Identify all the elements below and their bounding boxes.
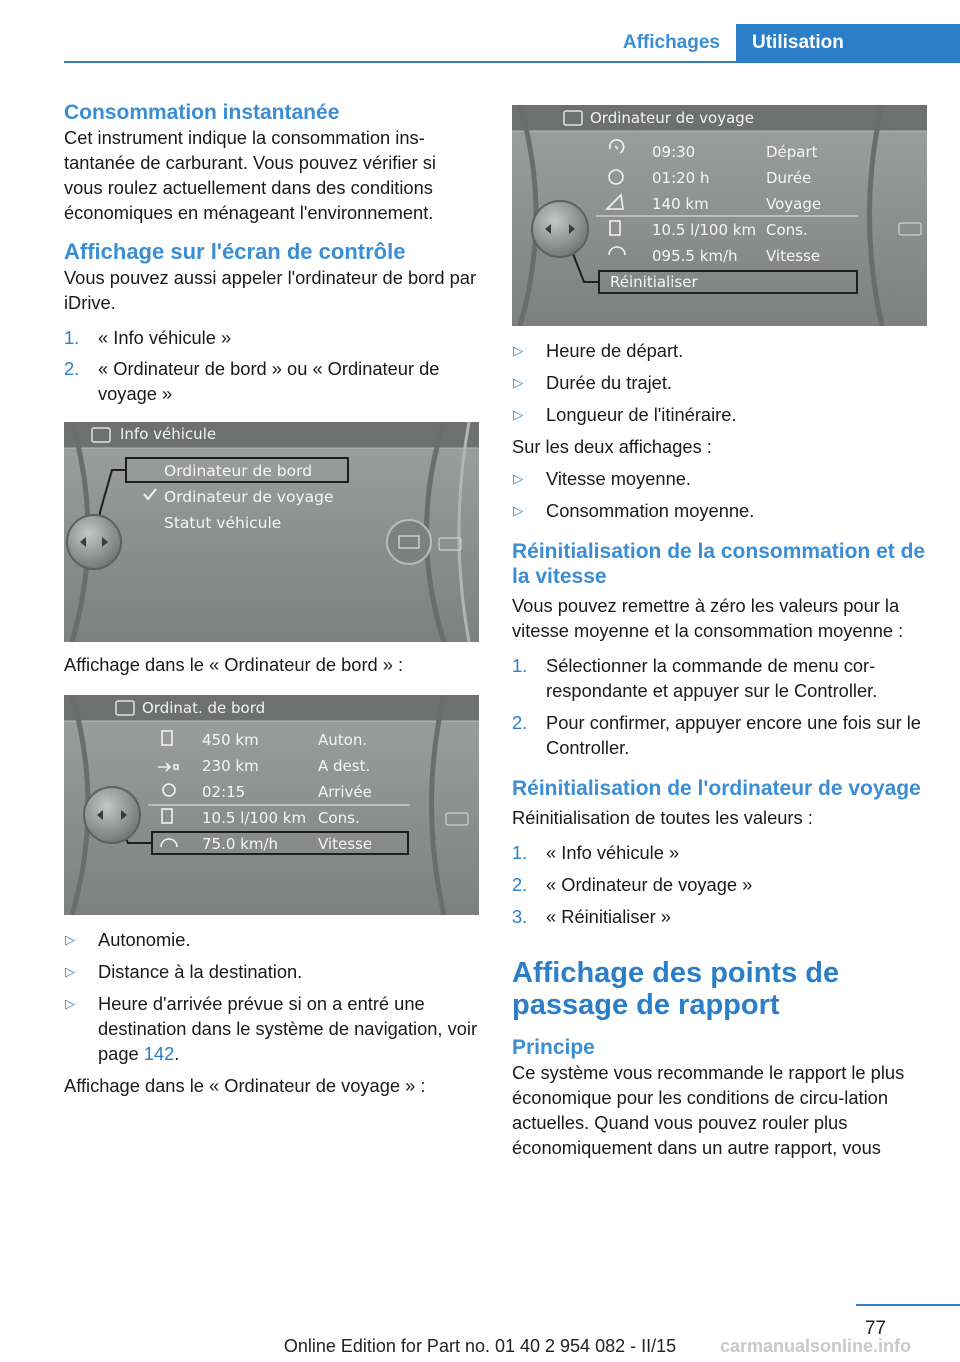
step-number: 3. xyxy=(512,906,528,927)
step-1 xyxy=(64,325,482,350)
heading-consommation-instantanee: Consommation instantanée xyxy=(64,101,340,124)
label-cons: Cons. xyxy=(766,221,808,239)
heading-points-de-passage: Affichage des points de passage de rapport xyxy=(512,957,840,1021)
para-principe: Ce système vous recommande le rapport le plus économique pour les conditions de circu-lation actuelles. Quand vous pouvez rouler plus économiquement dans un autre rapport, vous xyxy=(512,1062,905,1158)
step-2 xyxy=(512,872,930,897)
page-link-142[interactable]: 142 xyxy=(143,1043,175,1064)
para-affichage: Vous pouvez aussi appeler l'ordinateur de bord par iDrive. xyxy=(64,267,477,313)
step-1 xyxy=(512,653,930,703)
step-1 xyxy=(512,840,930,865)
triangle-bullet-icon: ▷ xyxy=(513,471,523,486)
bullet-text: Distance à la destination. xyxy=(98,961,303,982)
menu-item-statut-vehicule[interactable]: Statut véhicule xyxy=(164,514,282,532)
bullet-autonomie xyxy=(64,927,482,952)
step-number: 1. xyxy=(512,842,528,863)
label-autonomie: Auton. xyxy=(318,731,368,749)
page-number-rule xyxy=(856,1304,960,1306)
bullet-text: Consommation moyenne. xyxy=(546,500,755,521)
step-2 xyxy=(512,710,930,760)
screenshot-ordinateur-de-bord xyxy=(64,695,479,915)
para-reinit-consommation: Vous pouvez remettre à zéro les valeurs pour la vitesse moyenne et la consommation moyenne : xyxy=(512,595,904,641)
step-text: « Ordinateur de voyage » xyxy=(546,874,753,895)
bullet-text: Heure de départ. xyxy=(546,340,684,361)
menu-item-ordinateur-de-bord[interactable]: Ordinateur de bord xyxy=(164,462,313,480)
bullet-longueur xyxy=(512,402,930,427)
step-text: Sélectionner la commande de menu cor-respondante et appuyer sur le Controller. xyxy=(546,655,878,701)
value-depart: 09:30 xyxy=(652,143,696,161)
bullet-heure-depart xyxy=(512,338,930,363)
bullet-text-end: . xyxy=(174,1043,180,1064)
bullet-heure-arrivee xyxy=(64,991,482,1066)
menu-item-ordinateur-de-voyage[interactable]: Ordinateur de voyage xyxy=(164,488,334,506)
label-voyage: Voyage xyxy=(766,195,822,213)
header-rule xyxy=(64,61,960,63)
bullet-duree xyxy=(512,370,930,395)
value-vitesse: 095.5 km/h xyxy=(652,247,738,265)
para-deux-affichages: Sur les deux affichages : xyxy=(512,436,712,457)
value-duree: 01:20 h xyxy=(652,169,710,187)
page-number: 77 xyxy=(864,1318,886,1339)
step-number: 2. xyxy=(512,712,528,733)
watermark: carmanualsonline.info xyxy=(720,1336,912,1356)
value-voyage: 140 km xyxy=(652,195,709,213)
value-cons: 10.5 l/100 km xyxy=(652,221,757,239)
screen-title: Ordinateur de voyage xyxy=(590,109,755,127)
menu-item-reinitialiser[interactable]: Réinitialiser xyxy=(610,273,698,291)
step-number: 1. xyxy=(512,655,528,676)
value-cons: 10.5 l/100 km xyxy=(202,809,307,827)
triangle-bullet-icon: ▷ xyxy=(513,343,523,358)
heading-reinit-consommation: Réinitialisation de la consommation et de la vitesse xyxy=(512,540,926,588)
triangle-bullet-icon: ▷ xyxy=(65,996,75,1011)
screenshot-ordinateur-de-voyage xyxy=(512,105,927,326)
heading-reinit-ordinateur-voyage: Réinitialisation de l'ordinateur de voyage xyxy=(512,777,921,800)
label-depart: Départ xyxy=(766,143,818,161)
label-vitesse: Vitesse xyxy=(318,835,373,853)
header-tab-utilisation[interactable]: Utilisation xyxy=(736,24,960,62)
step-text: « Info véhicule » xyxy=(98,327,232,348)
triangle-bullet-icon: ▷ xyxy=(65,964,75,979)
step-text: Pour confirmer, appuyer encore une fois sur le Controller. xyxy=(546,712,921,758)
screen-title: Info véhicule xyxy=(120,425,217,443)
triangle-bullet-icon: ▷ xyxy=(513,375,523,390)
label-vitesse: Vitesse xyxy=(766,247,821,265)
bullet-text: Vitesse moyenne. xyxy=(546,468,691,489)
bullet-distance xyxy=(64,959,482,984)
header-tab-affichages[interactable]: Affichages xyxy=(622,32,720,53)
step-2 xyxy=(64,356,482,406)
value-a-dest: 230 km xyxy=(202,757,259,775)
label-cons: Cons. xyxy=(318,809,360,827)
step-number: 2. xyxy=(512,874,528,895)
screenshot-info-vehicule xyxy=(64,422,479,642)
label-a-dest: A dest. xyxy=(318,757,371,775)
step-3 xyxy=(512,904,930,929)
bullet-text: Longueur de l'itinéraire. xyxy=(546,404,737,425)
step-text: « Réinitialiser » xyxy=(546,906,671,927)
triangle-bullet-icon: ▷ xyxy=(65,932,75,947)
value-arrivee: 02:15 xyxy=(202,783,246,801)
right-column xyxy=(512,105,930,1160)
caption-ordinateur-de-bord: Affichage dans le « Ordinateur de bord » : xyxy=(64,654,404,675)
footer-edition: Online Edition for Part no. 01 40 2 954 082 - II/15 xyxy=(283,1336,677,1356)
bullet-consommation-moyenne xyxy=(512,498,930,523)
bullet-text: Autonomie. xyxy=(98,929,191,950)
para-reinit-ordinateur-voyage: Réinitialisation de toutes les valeurs : xyxy=(512,807,813,828)
value-autonomie: 450 km xyxy=(202,731,259,749)
step-number: 1. xyxy=(64,327,80,348)
triangle-bullet-icon: ▷ xyxy=(513,407,523,422)
left-column xyxy=(64,100,482,1098)
label-arrivee: Arrivée xyxy=(318,783,372,801)
value-vitesse: 75.0 km/h xyxy=(202,835,279,853)
para-consommation: Cet instrument indique la consommation ins-tantanée de carburant. Vous pouvez vérifier si vous roulez actuellement dans des conditions économiques en ménageant l'environnement. xyxy=(64,127,436,223)
bullet-vitesse-moyenne xyxy=(512,466,930,491)
heading-principe: Principe xyxy=(512,1036,595,1059)
caption-ordinateur-de-voyage: Affichage dans le « Ordinateur de voyage » : xyxy=(64,1075,426,1096)
bullet-text: Durée du trajet. xyxy=(546,372,673,393)
label-duree: Durée xyxy=(766,169,812,187)
step-text: « Info véhicule » xyxy=(546,842,680,863)
bullet-text: Heure d'arrivée prévue si on a entré une destination dans le système de navigation, voir page xyxy=(98,993,478,1064)
step-number: 2. xyxy=(64,358,80,379)
step-text: « Ordinateur de bord » ou « Ordinateur de voyage » xyxy=(98,358,440,404)
screen-title: Ordinat. de bord xyxy=(142,699,266,717)
triangle-bullet-icon: ▷ xyxy=(513,503,523,518)
heading-affichage-ecran: Affichage sur l'écran de contrôle xyxy=(64,239,406,264)
